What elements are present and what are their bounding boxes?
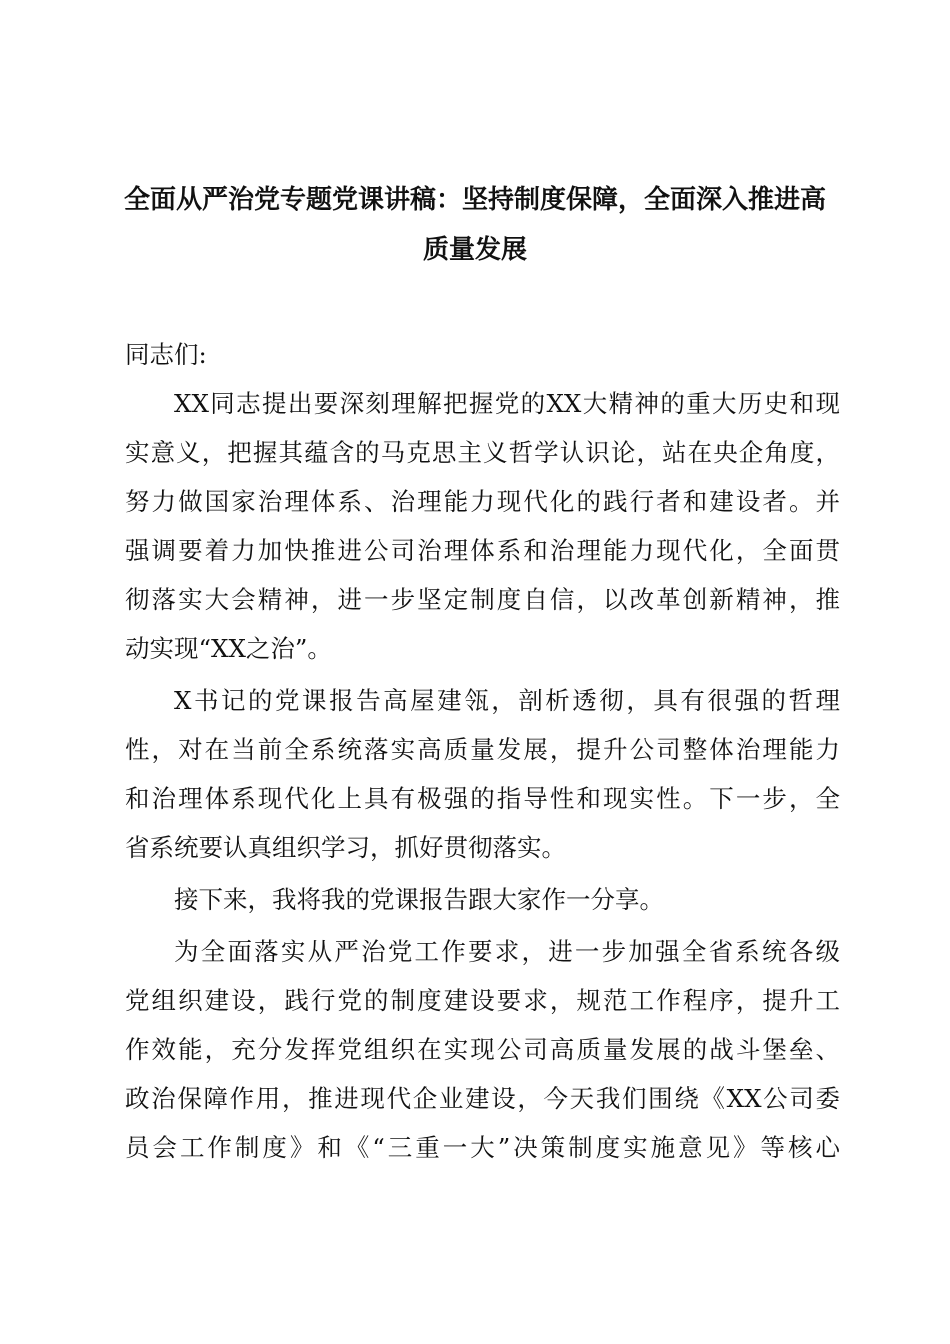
paragraph-4-line-5: 员会工作制度》和《“三重一大”决策制度实施意见》等核心 bbox=[125, 1133, 840, 1162]
paragraph-2-line-2: 性，对在当前全系统落实高质量发展，提升公司整体治理能力 bbox=[125, 735, 840, 764]
paragraph-1-line-1: XX同志提出要深刻理解把握党的XX大精神的重大历史和现 bbox=[174, 389, 840, 418]
document-title-line-2: 质量发展 bbox=[422, 235, 527, 265]
paragraph-4-line-3: 作效能，充分发挥党组织在实现公司高质量发展的战斗堡垒、 bbox=[125, 1035, 840, 1064]
paragraph-2-line-4: 省系统要认真组织学习，抓好贯彻落实。 bbox=[125, 833, 566, 862]
paragraph-3-line-1: 接下来，我将我的党课报告跟大家作一分享。 bbox=[174, 885, 664, 914]
paragraph-1-line-3: 努力做国家治理体系、治理能力现代化的践行者和建设者。并 bbox=[125, 487, 840, 516]
paragraph-4-line-1: 为全面落实从严治党工作要求，进一步加强全省系统各级 bbox=[174, 937, 840, 966]
document-title-line-1: 全面从严治党专题党课讲稿：坚持制度保障，全面深入推进高 bbox=[123, 185, 826, 215]
paragraph-2-line-3: 和治理体系现代化上具有极强的指导性和现实性。下一步，全 bbox=[125, 784, 840, 813]
paragraph-1-line-5: 彻落实大会精神，进一步坚定制度自信，以改革创新精神，推 bbox=[125, 585, 840, 614]
salutation: 同志们: bbox=[125, 340, 207, 369]
paragraph-2-line-1: X书记的党课报告高屋建瓴，剖析透彻，具有很强的哲理 bbox=[174, 686, 840, 715]
paragraph-4-line-2: 党组织建设，践行党的制度建设要求，规范工作程序，提升工 bbox=[125, 986, 840, 1015]
paragraph-4-line-4: 政治保障作用，推进现代企业建设，今天我们围绕《XX公司委 bbox=[125, 1084, 840, 1113]
paragraph-1-line-4: 强调要着力加快推进公司治理体系和治理能力现代化，全面贯 bbox=[125, 536, 840, 565]
paragraph-1-line-2: 实意义，把握其蕴含的马克思主义哲学认识论，站在央企角度， bbox=[125, 438, 840, 467]
paragraph-1-line-6: 动实现“XX之治”。 bbox=[125, 634, 332, 663]
